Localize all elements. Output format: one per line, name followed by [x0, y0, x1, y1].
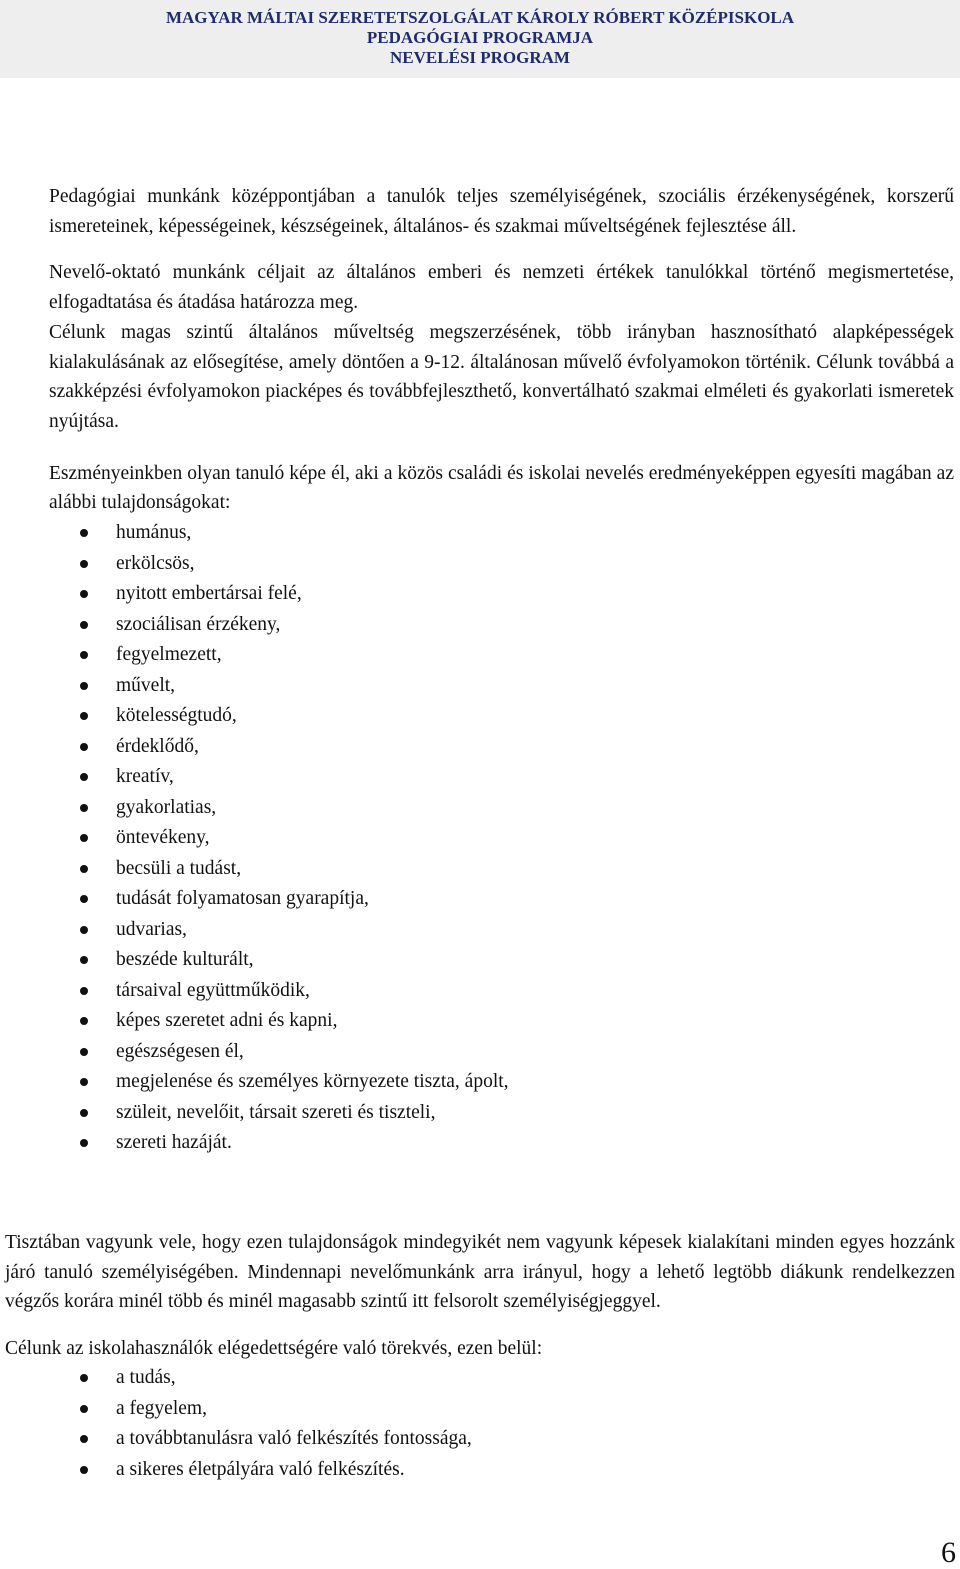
list-item-text: megjelenése és személyes környezete tiszta, ápolt, — [116, 1071, 509, 1093]
list-item — [49, 1067, 954, 1098]
list-item-text: képes szeretet adni és kapni, — [116, 1010, 338, 1032]
list-item — [5, 1363, 955, 1394]
bullet-icon — [80, 743, 88, 751]
list-item — [49, 701, 954, 732]
bullet-icon — [80, 865, 88, 873]
bullet-icon — [80, 1078, 88, 1086]
bullet-icon — [80, 773, 88, 781]
list-item-text: a továbbtanulásra való felkészítés fontossága, — [116, 1428, 472, 1450]
list-item-text: fegyelmezett, — [116, 644, 222, 666]
paragraph-goals-values: Nevelő-oktató munkánk céljait az általános emberi és nemzeti értékek tanulókkal történő megismertetése, elfogadtatása és átadása határozza meg. — [49, 262, 954, 314]
paragraph-focus: Pedagógiai munkánk középpontjában a tanulók teljes személyiségének, szociális érzékenységének, korszerű ismereteinek, képességeinek, készségeinek, általános- és szakmai műveltségének fejlesztése áll. — [49, 186, 954, 237]
list-item-text: kötelességtudó, — [116, 705, 237, 727]
bullet-icon — [80, 651, 88, 659]
list-item-text: a sikeres életpályára való felkészítés. — [116, 1458, 405, 1480]
bullet-icon — [80, 1435, 88, 1443]
list-item — [49, 1006, 954, 1037]
list-item — [49, 945, 954, 976]
bullet-icon — [80, 956, 88, 964]
list-item-text: szereti hazáját. — [116, 1132, 232, 1154]
header-section-title: NEVELÉSI PROGRAM — [390, 48, 570, 67]
list-item — [49, 823, 954, 854]
bullet-icon — [80, 1109, 88, 1117]
list-item-text: a tudás, — [116, 1367, 176, 1389]
paragraph-satisfaction: Célunk az iskolahasználók elégedettségére való törekvés, ezen belül: — [5, 1337, 543, 1359]
bullet-icon — [80, 560, 88, 568]
document-body-lower — [5, 1228, 955, 1485]
paragraph-ideal-student: Eszményeinkben olyan tanuló képe él, aki a közös családi és iskolai nevelés eredményeképpen egyesíti magában az alábbi tulajdonságokat: — [49, 462, 954, 514]
bullet-icon — [80, 712, 88, 720]
bullet-icon — [80, 926, 88, 934]
list-item-text: társaival együttműködik, — [116, 979, 310, 1001]
list-item-text: tudását folyamatosan gyarapítja, — [116, 888, 369, 910]
document-header — [0, 0, 960, 78]
goals-list — [5, 1363, 955, 1485]
list-item-text: érdeklődő, — [116, 735, 199, 757]
bullet-icon — [80, 621, 88, 629]
list-item — [49, 1098, 954, 1129]
list-item — [5, 1455, 955, 1486]
list-item-text: erkölcsös, — [116, 552, 195, 574]
list-item — [49, 549, 954, 580]
list-item — [49, 976, 954, 1007]
bullet-icon — [80, 1048, 88, 1056]
list-item-text: beszéde kulturált, — [116, 949, 254, 971]
bullet-icon — [80, 529, 88, 537]
bullet-icon — [80, 590, 88, 598]
document-body — [49, 182, 954, 1159]
list-item-text: nyitott embertársai felé, — [116, 583, 302, 605]
bullet-icon — [80, 895, 88, 903]
list-item-text: a fegyelem, — [116, 1397, 207, 1419]
list-item-text: szüleit, nevelőit, társait szereti és tiszteli, — [116, 1101, 436, 1123]
page-number: 6 — [941, 1536, 956, 1569]
bullet-icon — [80, 1405, 88, 1413]
list-item-text: szociálisan érzékeny, — [116, 613, 281, 635]
list-item — [5, 1424, 955, 1455]
bullet-icon — [80, 1139, 88, 1147]
list-item — [49, 732, 954, 763]
bullet-icon — [80, 1466, 88, 1474]
traits-list — [49, 518, 954, 1159]
bullet-icon — [80, 987, 88, 995]
paragraph-aims: Célunk magas szintű általános műveltség megszerzésének, több irányban hasznosítható alapképességek kialakulásának az elősegítése, amely döntően a 9-12. általánosan művelő évfolyamokon történik. Célunk továbbá a szakképzési évfolyamokon piacképes és továbbfejleszthető, konvertálható szakmai elméleti és gyakorlati ismeretek nyújtása. — [49, 321, 954, 432]
list-item-text: öntevékeny, — [116, 827, 210, 849]
list-item — [49, 1128, 954, 1159]
list-item-text: művelt, — [116, 674, 176, 696]
list-item — [49, 762, 954, 793]
list-item — [49, 671, 954, 702]
list-item-text: humánus, — [116, 522, 192, 544]
list-item-text: egészségesen él, — [116, 1040, 244, 1062]
list-item — [49, 884, 954, 915]
list-item-text: kreatív, — [116, 766, 174, 788]
list-item-text: becsüli a tudást, — [116, 857, 242, 879]
bullet-icon — [80, 804, 88, 812]
list-item — [49, 640, 954, 671]
header-program-title: PEDAGÓGIAI PROGRAMJA — [366, 28, 594, 47]
bullet-icon — [80, 1374, 88, 1382]
list-item — [49, 518, 954, 549]
list-item-text: udvarias, — [116, 918, 187, 940]
bullet-icon — [80, 1017, 88, 1025]
list-item-text: gyakorlatias, — [116, 796, 217, 818]
list-item — [49, 610, 954, 641]
list-item — [49, 854, 954, 885]
list-item — [49, 1037, 954, 1068]
list-item — [49, 915, 954, 946]
header-school-name: MAGYAR MÁLTAI SZERETETSZOLGÁLAT KÁROLY RÓBERT KÖZÉPISKOLA — [165, 8, 795, 27]
list-item — [49, 579, 954, 610]
bullet-icon — [80, 682, 88, 690]
list-item — [49, 793, 954, 824]
list-item — [5, 1394, 955, 1425]
paragraph-awareness: Tisztában vagyunk vele, hogy ezen tulajdonságok mindegyikét nem vagyunk képesek kialakítani minden egyes hozzánk járó tanuló személyiségében. Mindennapi nevelőmunkánk arra irányul, hogy a lehető legtöbb diákunk rendelkezzen végzős korára minél több és minél magasabb szintű itt felsorolt személyiségjeggyel. — [5, 1232, 955, 1313]
bullet-icon — [80, 834, 88, 842]
